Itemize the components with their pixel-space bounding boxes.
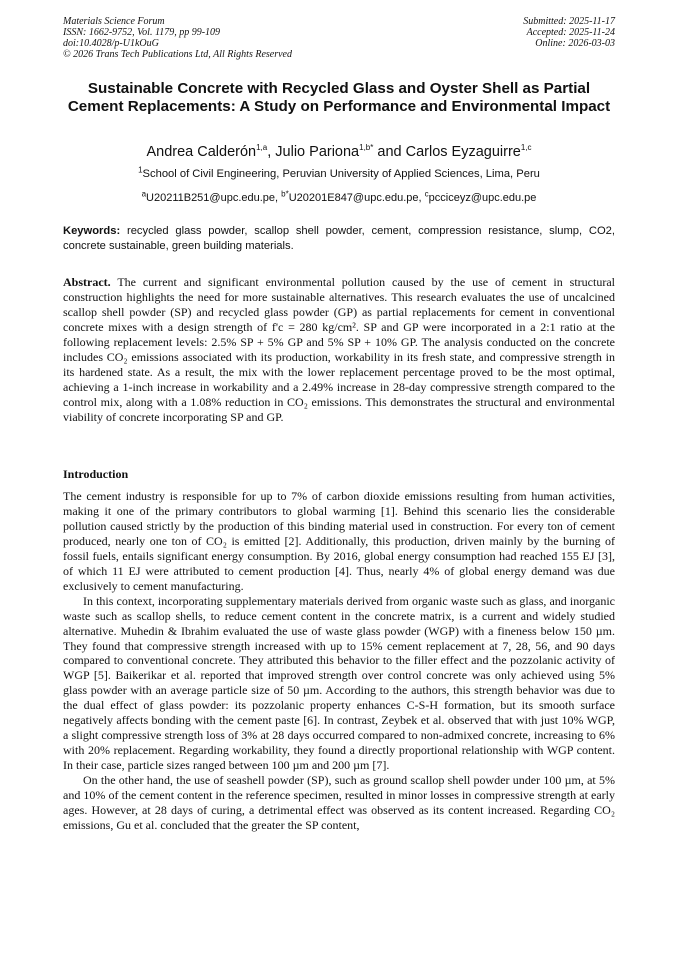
abstract bbox=[63, 275, 615, 425]
affiliation-text: School of Civil Engineering, Peruvian University of Applied Sciences, Lima, Peru bbox=[142, 168, 540, 180]
author-separator: , bbox=[267, 144, 276, 160]
introduction-body bbox=[63, 489, 615, 833]
journal-info bbox=[63, 16, 292, 60]
email-mark: c bbox=[424, 189, 429, 199]
author-name: Julio Pariona bbox=[275, 144, 360, 160]
section-heading: Introduction bbox=[63, 467, 129, 481]
journal-name: Materials Science Forum bbox=[63, 16, 165, 27]
author-name: Andrea Calderón bbox=[146, 144, 257, 160]
abstract-label: Abstract. bbox=[63, 275, 111, 289]
submitted-date: Submitted: 2025-11-17 bbox=[523, 16, 615, 27]
author-affiliation-mark: 1,c bbox=[520, 143, 532, 153]
author-affiliation-mark: 1,b* bbox=[359, 143, 374, 153]
publication-dates bbox=[523, 16, 615, 49]
abstract-text: The current and significant environmental pollution caused by the use of cement in structural construction highlights the need for more sustainable alternatives. This research evaluates the use of uncalcined scallop shell powder (SP) and recycled glass powder (GP) as partial replacements for cement in conventional concrete mixes with a design strength of f'c = 280 kg/cm². SP and GP were incorporated in a 2:1 ratio at the following replacement levels: 2.5% SP + 5% GP and 5% SP + 10% GP. The analysis conducted on the concrete includes CO₂ emissions associated with its production, workability in its fresh state, and compressive strength in its hardened state. As a result, the mix with the lower replacement percentage proved to be the most optimal, achieving a 1-inch increase in workability and a 2.49% increase in 28-day compressive strength compared to the control mix, along with a 1.08% reduction in CO₂ emissions. This demonstrates the structural and environmental viability of concrete incorporating SP and GP. bbox=[63, 275, 615, 424]
email-mark: b* bbox=[281, 189, 289, 199]
keywords-text: recycled glass powder, scallop shell powder, cement, compression resistance, slump, CO2, concrete sustainable, green building materials. bbox=[63, 225, 615, 252]
journal-copyright: © 2026 Trans Tech Publications Ltd, All Rights Reserved bbox=[63, 49, 292, 60]
journal-header bbox=[63, 16, 615, 60]
author-list bbox=[63, 143, 615, 161]
online-date: Online: 2026-03-03 bbox=[535, 38, 615, 49]
accepted-date: Accepted: 2025-11-24 bbox=[526, 27, 615, 38]
affiliation-mark: 1 bbox=[138, 165, 143, 175]
body-paragraph: In this context, incorporating supplementary materials derived from organic waste such as glass, and inorganic waste such as scallop shells, to reduce cement content in the concrete matrix, is a current and widely studied alternative. Muhedin & Ibrahim evaluated the use of waste glass powder (WGP) with a fineness below 150 µm. They found that compressive strength increased with up to 15% cement replacement at 7, 28, 56, and 90 days compared to conventional concrete. They attributed this behavior to the filler effect and the pozzolanic activity of WGP [5]. Baikerikar et al. reported that improved strength over control concrete was only achieved using 5% glass powder with an average particle size of 50 µm. According to the authors, this strength behavior was due to the dual effect of glass powder: its pozzolanic property enhances C-S-H formation, but its smooth surface negatively affects bonding with the cement paste [6]. In contrast, Zeybek et al. observed that with just 10% WGP, a slight compressive strength loss of 3% at 28 days occurred compared to non-admixed concrete, increasing to 6% with 20% replacement. Regarding workability, they found a directly proportional relationship with WGP content. In their case, particle sizes ranged between 100 µm and 200 µm [7]. bbox=[63, 593, 615, 773]
email-mark: a bbox=[141, 189, 147, 199]
body-paragraph: The cement industry is responsible for up to 7% of carbon dioxide emissions resulting from human activities, making it one of the primary contributors to global warming [1]. Behind this scenario lies the considerable pollution caused strictly by the production of this binding material used in construction. For every ton of cement produced, nearly one ton of CO₂ is emitted [2]. Additionally, this production, driven mainly by the burning of fossil fuels, entails significant energy consumption. By 2016, global energy consumption had reached 155 EJ [3], of which 11 EJ were attributed to cement production [4]. Thus, nearly 4% of global energy demand was due exclusively to cement manufacturing. bbox=[63, 489, 615, 593]
author-separator: and bbox=[373, 144, 406, 160]
keywords bbox=[63, 224, 615, 253]
email-link[interactable]: U20201E847@upc.edu.pe, bbox=[288, 192, 425, 204]
author-emails bbox=[63, 191, 615, 205]
journal-issn: ISSN: 1662-9752, Vol. 1179, pp 99-109 bbox=[63, 27, 221, 38]
author-affiliation-mark: 1,a bbox=[256, 143, 268, 153]
body-paragraph: On the other hand, the use of seashell powder (SP), such as ground scallop shell powder under 100 µm, at 5% and 10% of the cement content in the reference specimen, resulted in minor losses in compressive strength at early ages. However, at 28 days of curing, a detrimental effect was observed as its content increased. Regarding CO₂ emissions, Gu et al. concluded that the greater the SP content, bbox=[63, 773, 615, 832]
email-link[interactable]: pcciceyz@upc.edu.pe bbox=[428, 192, 537, 204]
paper-title: Sustainable Concrete with Recycled Glass and Oyster Shell as Partial Cement Replacements: A Study on Performance and Environmental Impact bbox=[67, 80, 611, 115]
keywords-label: Keywords: bbox=[63, 225, 121, 237]
author-name: Carlos Eyzaguirre bbox=[405, 144, 521, 160]
email-link[interactable]: U20211B251@upc.edu.pe, bbox=[146, 192, 282, 204]
affiliation bbox=[63, 167, 615, 181]
journal-doi: doi:10.4028/p-U1kOuG bbox=[63, 38, 159, 49]
